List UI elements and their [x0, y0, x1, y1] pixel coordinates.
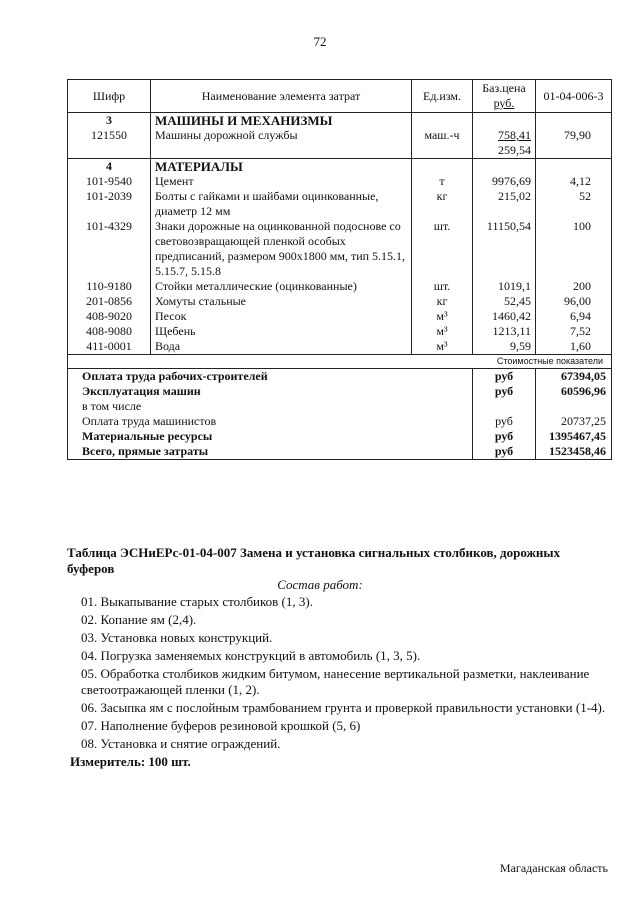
summary-unit: руб: [473, 429, 536, 444]
summary-unit: руб: [473, 369, 536, 385]
section-row-materials: [68, 159, 612, 175]
row-unit: кг: [412, 294, 473, 309]
row-name: Знаки дорожные на оцинкованной подоснове со световозвращающей пленкой особых предписаний, размером 900х1800 мм, тип 5.15.1, 5.15.7, 5.15.8: [151, 219, 412, 279]
row-value: 4,12: [536, 174, 612, 189]
row-value: 96,00: [536, 294, 612, 309]
summary-row: [68, 429, 612, 444]
header-name: Наименование элемента затрат: [151, 80, 412, 113]
summary-name: в том числе: [68, 399, 473, 414]
summary-row: [68, 399, 612, 414]
summary-name: Всего, прямые затраты: [68, 444, 473, 460]
summary-value: [536, 399, 612, 414]
row-value: 6,94: [536, 309, 612, 324]
row-value: 52: [536, 189, 612, 219]
row-code: 408-9020: [68, 309, 151, 324]
table-row: [68, 309, 612, 324]
list-item: 05. Обработка столбиков жидким битумом, нанесение вертикальной разметки, наклеивание светоотражающей пленки (1, 2).: [81, 666, 590, 697]
summary-unit: руб: [473, 414, 536, 429]
summary-value: 60596,96: [536, 384, 612, 399]
row-value: 200: [536, 279, 612, 294]
row-name: Песок: [151, 309, 412, 324]
table-row: [68, 339, 612, 355]
summary-unit: руб: [473, 384, 536, 399]
work-list: [81, 594, 611, 754]
row-unit: м³: [412, 309, 473, 324]
summary-row: [68, 384, 612, 399]
row-name: Машины дорожной службы: [151, 128, 412, 159]
list-item: 02. Копание ям (2,4).: [81, 612, 197, 627]
list-item: 01. Выкапывание старых столбиков (1, 3).: [81, 594, 313, 609]
list-item: 03. Установка новых конструкций.: [81, 630, 273, 645]
header-code: Шифр: [68, 80, 151, 113]
list-item: 06. Засыпка ям с послойным трамбованием грунта и проверкой правильности установки (1-4).: [81, 700, 606, 715]
row-code: 101-2039: [68, 189, 151, 219]
row-name: Болты с гайками и шайбами оцинкованные, диаметр 12 мм: [151, 189, 412, 219]
summary-unit: [473, 399, 536, 414]
row-name: Цемент: [151, 174, 412, 189]
row-price: 1213,11: [473, 324, 536, 339]
row-unit: шт.: [412, 219, 473, 279]
row-value: 1,60: [536, 339, 612, 355]
norm-table: [67, 79, 612, 460]
summary-name: Материальные ресурсы: [68, 429, 473, 444]
summary-value: 67394,05: [536, 369, 612, 385]
row-unit: маш.-ч: [412, 128, 473, 159]
section-title: МАТЕРИАЛЫ: [151, 159, 412, 175]
row-code: 408-9080: [68, 324, 151, 339]
table-row: [68, 174, 612, 189]
row-name: Щебень: [151, 324, 412, 339]
row-unit: т: [412, 174, 473, 189]
row-price-secondary: 259,54: [498, 143, 531, 157]
work-composition-heading: Состав работ:: [277, 577, 363, 592]
row-value: 7,52: [536, 324, 612, 339]
row-price: [473, 128, 536, 159]
table-row: [68, 324, 612, 339]
summary-name: Эксплуатация машин: [68, 384, 473, 399]
list-item: 07. Наполнение буферов резиновой крошкой (5, 6): [81, 718, 361, 733]
row-code: 101-4329: [68, 219, 151, 279]
row-price: 1019,1: [473, 279, 536, 294]
row-code: 101-9540: [68, 174, 151, 189]
table-header-row: [68, 80, 612, 113]
row-price: 52,45: [473, 294, 536, 309]
row-value: 100: [536, 219, 612, 279]
row-unit: кг: [412, 189, 473, 219]
row-price: 9976,69: [473, 174, 536, 189]
summary-name: Оплата труда машинистов: [68, 414, 473, 429]
row-code: 411-0001: [68, 339, 151, 355]
table-row: [68, 128, 612, 159]
row-name: Вода: [151, 339, 412, 355]
table-row: [68, 279, 612, 294]
header-norm: 01-04-006-3: [536, 80, 612, 113]
row-value: 79,90: [536, 128, 612, 159]
table-row: [68, 294, 612, 309]
summary-value: 1395467,45: [536, 429, 612, 444]
list-item: 08. Установка и снятие ограждений.: [81, 736, 281, 751]
summary-value: 20737,25: [536, 414, 612, 429]
row-price: 9,59: [473, 339, 536, 355]
row-code: 121550: [68, 128, 151, 159]
row-unit: м³: [412, 324, 473, 339]
header-price-line1: Баз.цена: [482, 81, 526, 95]
header-unit: Ед.изм.: [412, 80, 473, 113]
row-price: 1460,42: [473, 309, 536, 324]
row-price: 215,02: [473, 189, 536, 219]
list-item: 04. Погрузка заменяемых конструкций в автомобиль (1, 3, 5).: [81, 648, 421, 663]
row-name: Стойки металлические (оцинкованные): [151, 279, 412, 294]
footer-region: Магаданская область: [499, 861, 608, 875]
measure-unit: Измеритель: 100 шт.: [70, 754, 191, 769]
section-title: МАШИНЫ И МЕХАНИЗМЫ: [151, 113, 412, 129]
header-price: [473, 80, 536, 113]
section-code: 4: [68, 159, 151, 175]
summary-row: [68, 444, 612, 460]
summary-value: 1523458,46: [536, 444, 612, 460]
row-price: 11150,54: [473, 219, 536, 279]
cost-caption: Стоимостные показатели: [68, 355, 612, 369]
summary-row: [68, 414, 612, 429]
cost-caption-row: [68, 355, 612, 369]
table-row: [68, 189, 612, 219]
row-unit: м³: [412, 339, 473, 355]
section-code: 3: [68, 113, 151, 129]
row-price-main: 758,41: [498, 128, 531, 142]
row-code: 110-9180: [68, 279, 151, 294]
summary-name: Оплата труда рабочих-строителей: [68, 369, 473, 385]
table-title: Таблица ЭСНиЕРс-01-04-007 Замена и установка сигнальных столбиков, дорожных буферов: [67, 545, 561, 576]
summary-row: [68, 369, 612, 385]
row-name: Хомуты стальные: [151, 294, 412, 309]
section-row-machines: [68, 113, 612, 129]
page-number: 72: [313, 34, 327, 49]
header-price-line2: руб.: [493, 96, 515, 110]
summary-unit: руб: [473, 444, 536, 460]
row-unit: шт.: [412, 279, 473, 294]
table-row: [68, 219, 612, 279]
row-code: 201-0856: [68, 294, 151, 309]
